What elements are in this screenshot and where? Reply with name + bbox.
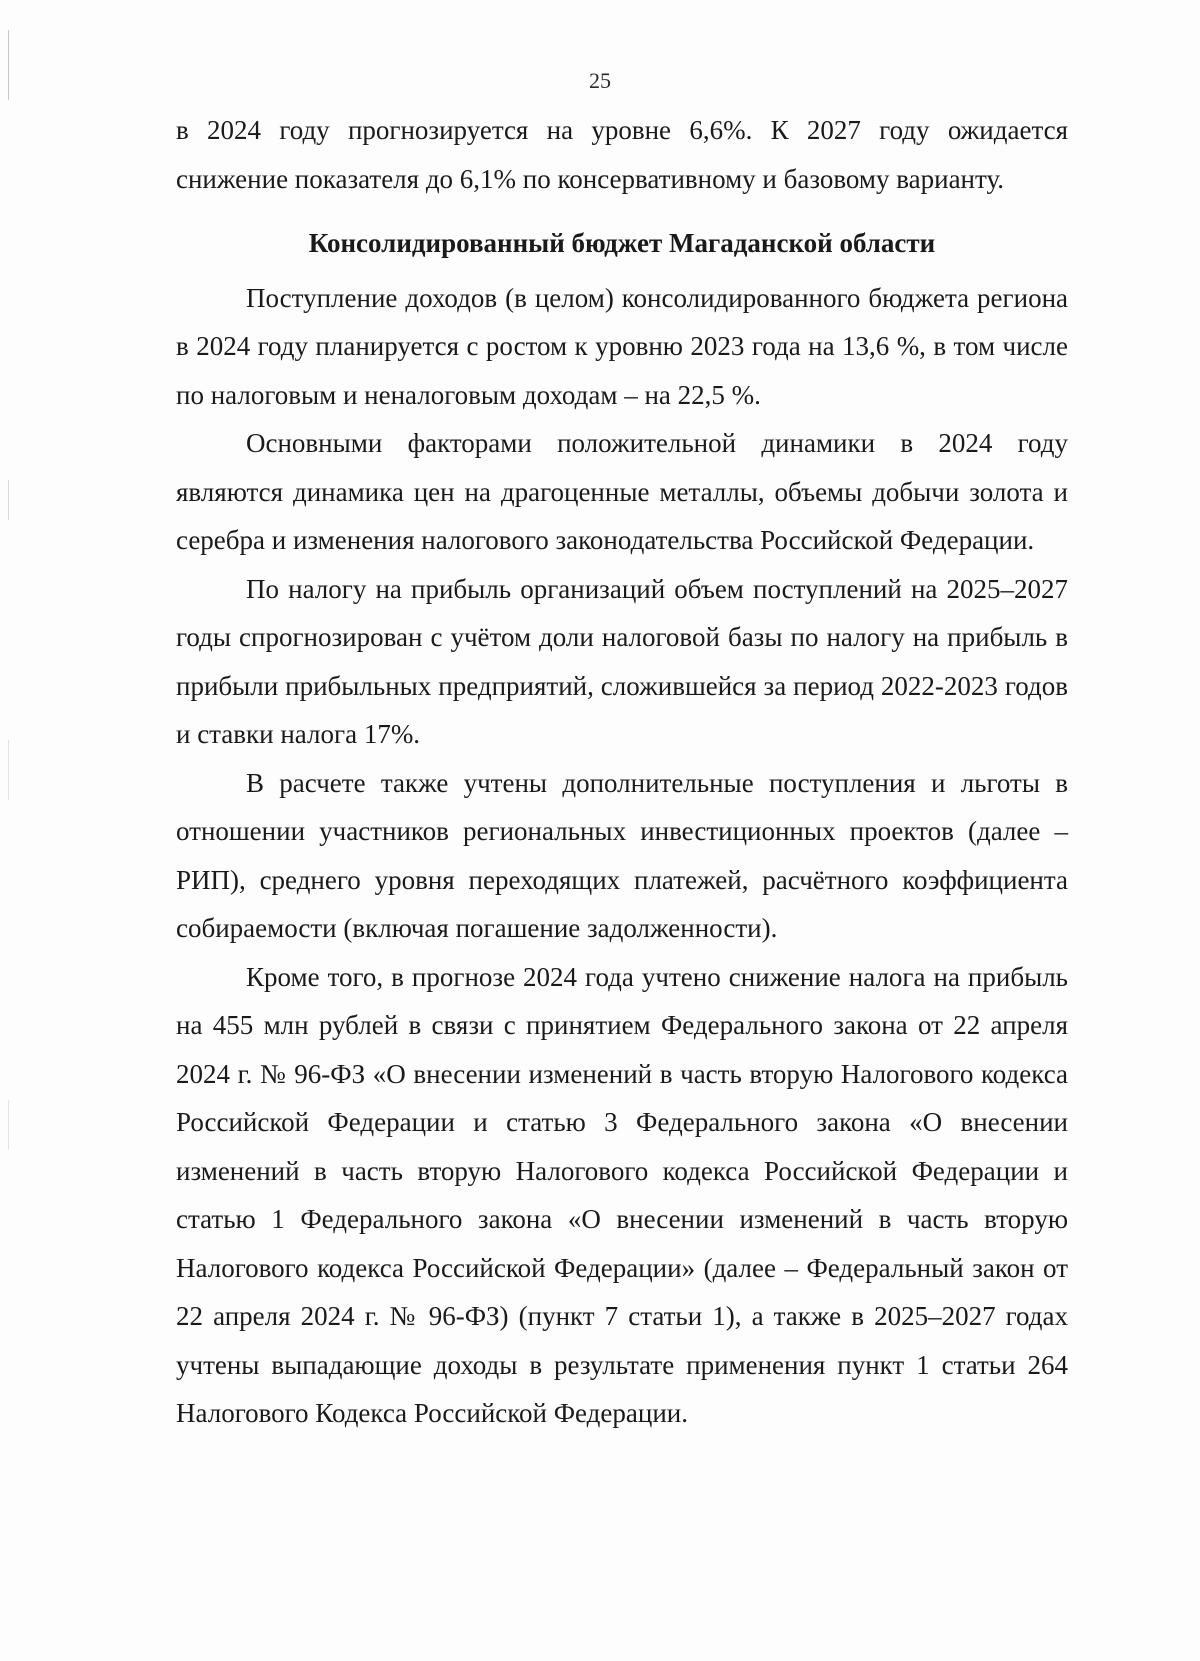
paragraph-revenue: Поступление доходов (в целом) консолидированного бюджета региона в 2024 году планируется с ростом к уровню 2023 года на 13,6 %, в том числе по налоговым и неналоговым доходам – на 22,5 %. (176, 282, 1068, 410)
section-heading: Консолидированный бюджет Магаданской области (308, 228, 936, 258)
scan-edge-mark (8, 740, 9, 800)
paragraph-federal-law: Кроме того, в прогнозе 2024 года учтено снижение налога на прибыль на 455 млн рублей в связи с принятием Федерального закона от 22 апреля 2024 г. № 96-ФЗ «О внесении изменений в часть вторую Налогового кодекса Российской Федерации и статью 3 Федерального закона «О внесении изменений в часть вторую Налогового кодекса Российской Федерации и статью 1 Федерального закона «О внесении изменений в часть вторую Налогового кодекса Российской Федерации» (далее – Федеральный закон от 22 апреля 2024 г. № 96-ФЗ) (пункт 7 статьи 1), а также в 2025–2027 годах учтены выпадающие доходы в результате применения пункт 1 статьи 264 Налогового Кодекса Российской Федерации. (176, 961, 1068, 1428)
document-body (176, 106, 1068, 1438)
intro-paragraph: в 2024 году прогнозируется на уровне 6,6%. К 2027 году ожидается снижение показателя до 6,1% по консервативному и базовому варианту. (176, 115, 1068, 194)
page-number: 25 (589, 68, 611, 93)
paragraph-calculation: В расчете также учтены дополнительные поступления и льготы в отношении участников региональных инвестиционных проектов (далее – РИП), среднего уровня переходящих платежей, расчётного коэффициента собираемости (включая погашение задолженности). (176, 767, 1068, 943)
scan-edge-mark (8, 1100, 9, 1150)
scan-edge-mark (8, 480, 9, 520)
paragraph-factors: Основными факторами положительной динамики в 2024 году являются динамика цен на драгоценные металлы, объемы добычи золота и серебра и изменения налогового законодательства Российской Федерации. (176, 428, 1068, 555)
paragraph-profit-tax: По налогу на прибыль организаций объем поступлений на 2025–2027 годы спрогнозирован с учётом доли налоговой базы по налогу на прибыль в прибыли прибыльных предприятий, сложившейся за период 2022-2023 годов и ставки налога 17%. (176, 573, 1068, 749)
